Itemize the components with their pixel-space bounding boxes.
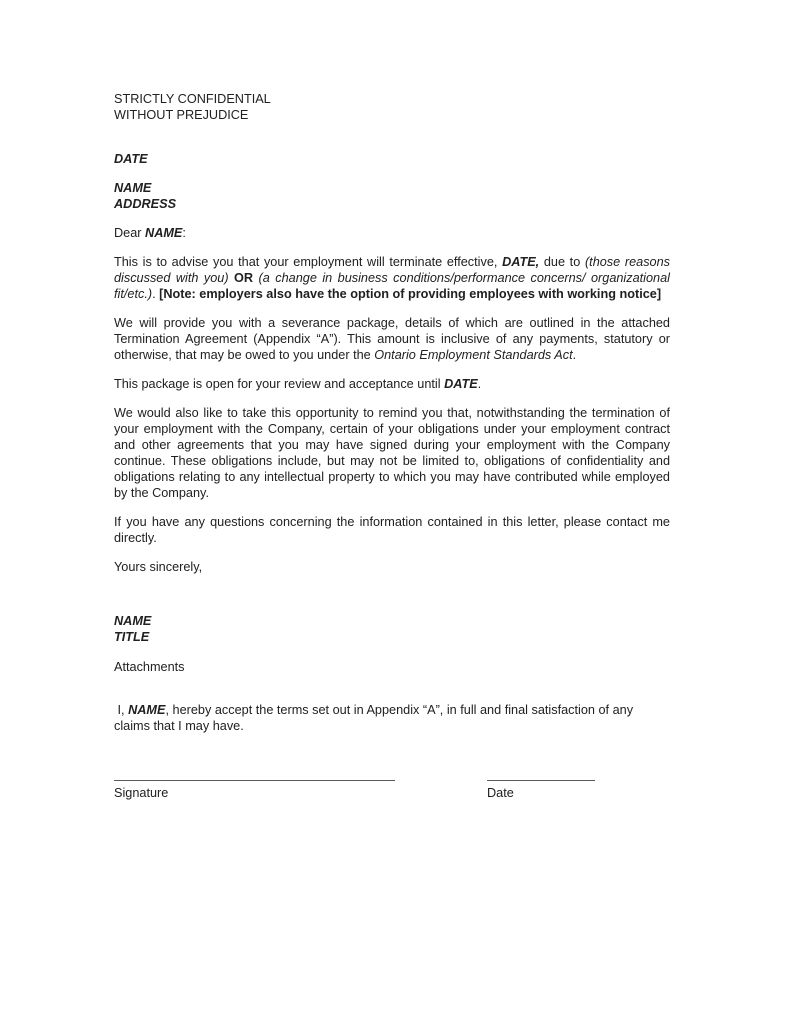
recipient-block: NAME ADDRESS [114, 181, 177, 211]
paragraph-review-deadline: This package is open for your review and acceptance until DATE. [114, 377, 482, 391]
paragraph-questions: If you have any questions concerning the information contained in this letter, please contact me directly. [114, 515, 670, 545]
letterhead [114, 91, 670, 123]
date-placeholder: DATE [114, 152, 148, 166]
date-line [487, 780, 595, 781]
signature-line [114, 780, 395, 781]
salutation: Dear NAME: [114, 226, 186, 240]
closing-salutation: Yours sincerely, [114, 560, 203, 574]
date-field [487, 780, 595, 801]
paragraph-severance-package: We will provide you with a severance package, details of which are outlined in the attached Termination Agreement (Appendix “A”). This amount is inclusive of any payments, statutory or otherwise, that may be owed to you under the Ontario Employment Standards Act. [114, 316, 670, 362]
letterhead-line-confidential: STRICTLY CONFIDENTIAL [114, 92, 271, 106]
signature-field [114, 780, 395, 801]
signature-label: Signature [114, 786, 169, 800]
sender-name-title-block: NAME TITLE [114, 614, 152, 644]
letterhead-line-prejudice: WITHOUT PREJUDICE [114, 108, 249, 122]
paragraph-continuing-obligations: We would also like to take this opportunity to remind you that, notwithstanding the termination of your employment with the Company, certain of your obligations under your employment contract and other agreements that you may have signed during your employment with the Company continue. These obligations include, but may not be limited to, obligations of confidentiality and obligations relating to any intellectual property to which you may have contributed while employed by the Company. [114, 406, 670, 500]
signature-area [114, 780, 670, 801]
paragraph-termination-notice: This is to advise you that your employment will terminate effective, DATE, due to (those reasons discussed with you) OR (a change in business conditions/performance concerns/ organizational fit/etc.). [Note: employers also have the option of providing employees with working notice] [114, 255, 670, 301]
date-label: Date [487, 786, 514, 800]
acceptance-clause: I, NAME, hereby accept the terms set out in Appendix “A”, in full and final satisfaction of any claims that I may have. [114, 703, 634, 733]
attachments-note: Attachments [114, 660, 185, 674]
